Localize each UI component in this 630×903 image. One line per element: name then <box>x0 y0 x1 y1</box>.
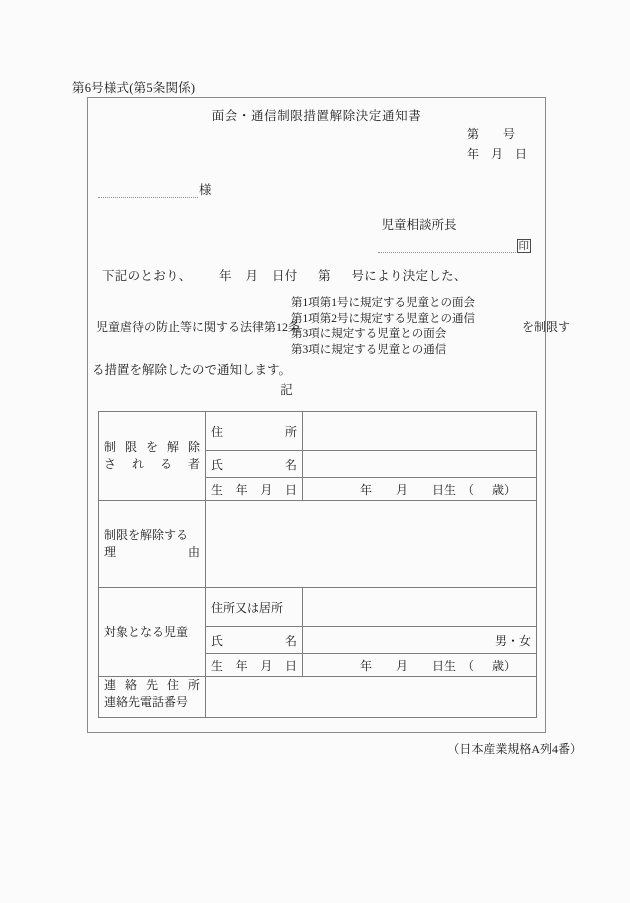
reason-value[interactable] <box>206 501 537 588</box>
released-name-value[interactable] <box>303 451 537 478</box>
table-row <box>99 677 537 718</box>
number-and-date-block <box>467 124 527 164</box>
addressee-field[interactable] <box>98 180 212 198</box>
issuer-dotted-line <box>378 240 516 253</box>
table-row <box>99 501 537 588</box>
child-name-label: 氏 名 <box>206 627 303 654</box>
child-dob-label: 生 年 月 日 <box>206 654 303 677</box>
details-table <box>98 411 537 718</box>
reason-label-line1: 制限を解除する <box>104 528 189 542</box>
table-row <box>99 412 537 451</box>
contact-label <box>99 677 206 718</box>
child-address-label: 住所又は居所 <box>206 588 303 627</box>
clause-item-3: 第3項に規定する児童との面会 <box>291 328 447 340</box>
clause-list <box>291 296 475 358</box>
reason-label <box>99 501 206 588</box>
body-middle-block <box>88 296 571 358</box>
clause-item-4: 第3項に規定する児童との通信 <box>291 343 447 356</box>
ki-marker: 記 <box>280 383 293 397</box>
document-title: 面会・通信制限措置解除決定通知書 <box>211 109 422 123</box>
addressee-suffix: 様 <box>199 183 212 197</box>
addressee-dotted-line <box>98 186 198 198</box>
released-address-label: 住 所 <box>206 412 303 451</box>
body-line-1: 下記のとおり、 年 月 日付 第 号により決定した、 <box>102 269 467 283</box>
reason-label-line2: 理 由 <box>104 545 200 559</box>
issuer-name: 児童相談所長 <box>381 218 457 232</box>
child-address-value[interactable] <box>303 588 537 627</box>
released-person-label-line1: 制 限 を 解 除 <box>104 440 200 454</box>
contact-phone-label: 連絡先電話番号 <box>104 695 189 709</box>
table-row <box>99 588 537 627</box>
issuer-block <box>378 215 532 253</box>
released-person-label <box>99 412 206 501</box>
issuer-signature-field[interactable] <box>378 239 532 253</box>
child-sex-option[interactable]: 男・女 <box>494 633 531 648</box>
target-child-label: 対象となる児童 <box>99 588 206 677</box>
paper-size-note: （日本産業規格A列4番） <box>447 742 582 756</box>
contact-value[interactable] <box>206 677 537 718</box>
child-name-value[interactable] <box>303 627 537 654</box>
clause-item-1: 第1項第1号に規定する児童との面会 <box>291 297 475 309</box>
form-id-label: 第6号様式(第5条関係) <box>72 81 196 95</box>
body-tail-right: を制限す <box>522 320 571 334</box>
released-address-value[interactable] <box>303 412 537 451</box>
notice-frame <box>87 97 571 733</box>
document-date-line: 年 月 日 <box>466 147 527 161</box>
released-dob-label: 生 年 月 日 <box>206 478 303 501</box>
child-dob-value[interactable]: 年 月 日生 （ 歳） <box>303 654 537 677</box>
released-name-label: 氏 名 <box>206 451 303 478</box>
seal-icon: 印 <box>518 241 529 252</box>
released-dob-value[interactable]: 年 月 日生 （ 歳） <box>303 478 537 501</box>
contact-address-label: 連 絡 先 住 所 <box>104 678 200 692</box>
law-reference-text: 児童虐待の防止等に関する法律第12条 <box>96 320 301 334</box>
released-person-label-line2: さ れ る 者 <box>104 457 200 471</box>
body-closing-line: る措置を解除したので通知します。 <box>92 363 292 377</box>
clause-item-2: 第1項第2号に規定する児童との通信 <box>291 312 475 325</box>
document-number-line: 第 号 <box>466 127 515 141</box>
body-text-area <box>88 266 571 398</box>
